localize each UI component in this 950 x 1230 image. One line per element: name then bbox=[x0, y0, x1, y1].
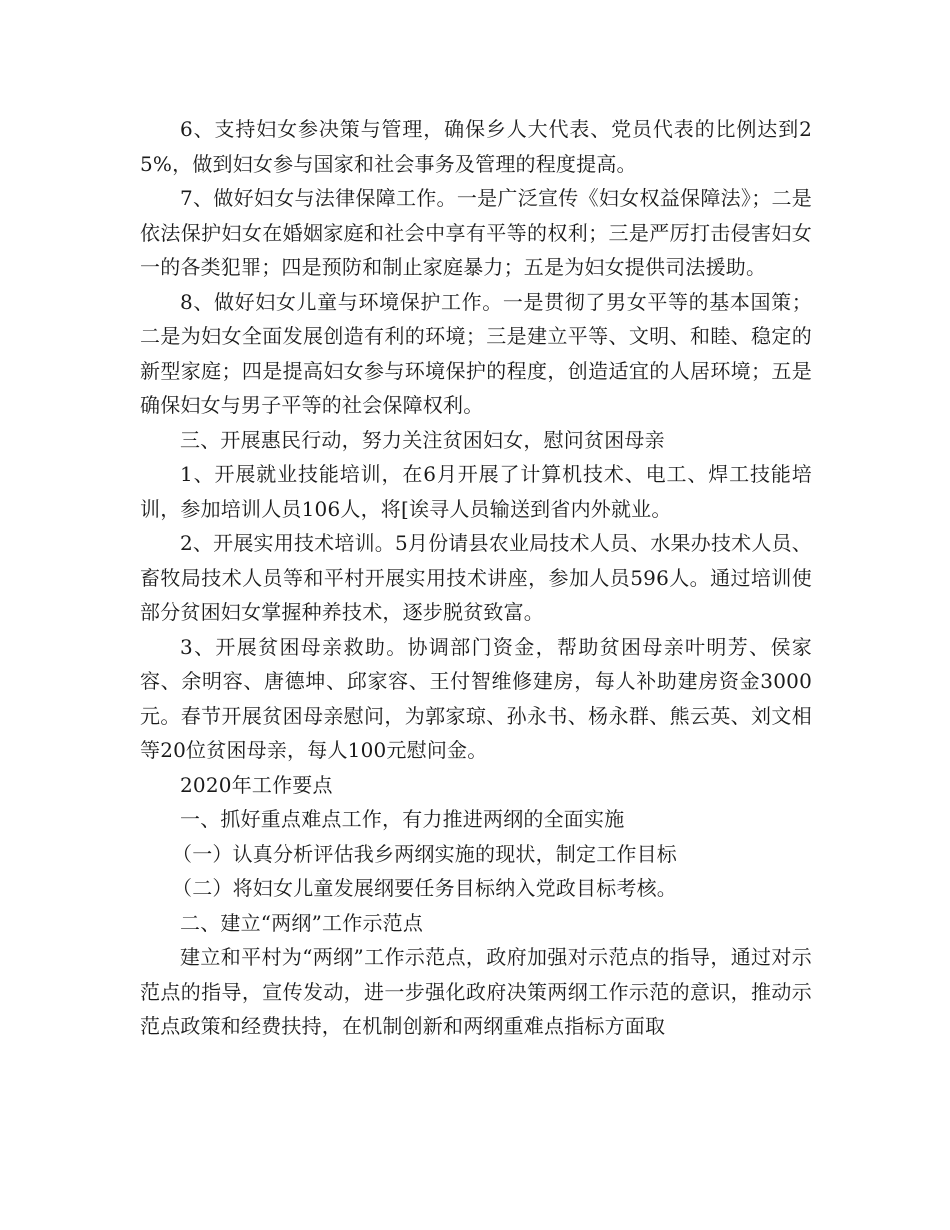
section-heading-3: 三、开展惠民行动，努力关注贫困妇女，慰问贫困母亲 bbox=[180, 427, 665, 452]
year-heading: 2020年工作要点 bbox=[180, 772, 333, 797]
subsection-1: （一）认真分析评估我乡两纲实施的现状，制定工作目标 bbox=[172, 841, 677, 866]
section-heading-2: 二、建立“两纲”工作示范点 bbox=[180, 910, 424, 935]
paragraph-item-8: 8、做好妇女儿童与环境保护工作。一是贯彻了男女平等的基本国策；二是为妇女全面发展创造有利的环境；三是建立平等、文明、和睦、稳定的新型家庭；四是提高妇女参与环境保护的程度，创造适宜的人居环境；五是确保妇女与男子平等的社会保障权利。 bbox=[140, 289, 812, 417]
document-page bbox=[140, 112, 812, 1044]
subsection-2: （二）将妇女儿童发展纲要任务目标纳入党政目标考核。 bbox=[172, 876, 677, 900]
paragraph-mother-relief: 3、开展贫困母亲救助。协调部门资金，帮助贫困母亲叶明芳、侯家容、余明容、唐德坤、邱家容、王付智维修建房，每人补助建房资金3000元。春节开展贫困母亲慰问，为郭家琼、孙永书、杨永群、熊云英、刘文相等20位贫困母亲，每人100元慰问金。 bbox=[140, 634, 812, 762]
paragraph-skill-training: 1、开展就业技能培训，在6月开展了计算机技术、电工、焊工技能培训，参加培训人员106人，将[诶寻人员输送到省内外就业。 bbox=[140, 462, 812, 521]
paragraph-item-7: 7、做好妇女与法律保障工作。一是广泛宣传《妇女权益保障法》；二是依法保护妇女在婚姻家庭和社会中享有平等的权利；三是严厉打击侵害妇女一的各类犯罪；四是预防和制止家庭暴力；五是为妇女提供司法援助。 bbox=[140, 186, 812, 279]
paragraph-practical-training: 2、开展实用技术培训。5月份请县农业局技术人员、水果办技术人员、畜牧局技术人员等和平村开展实用技术讲座，参加人员596人。通过培训使部分贫困妇女掌握种养技术，逐步脱贫致富。 bbox=[140, 531, 812, 624]
paragraph-item-6: 6、支持妇女参决策与管理，确保乡人大代表、党员代表的比例达到25%，做到妇女参与国家和社会事务及管理的程度提高。 bbox=[140, 117, 812, 176]
paragraph-demo-site: 建立和平村为“两纲”工作示范点，政府加强对示范点的指导，通过对示范点的指导，宣传发动，进一步强化政府决策两纲工作示范的意识，推动示范点政策和经费扶持，在机制创新和两纲重难点指标方面取 bbox=[140, 945, 812, 1038]
section-heading-1: 一、抓好重点难点工作，有力推进两纲的全面实施 bbox=[180, 807, 625, 831]
